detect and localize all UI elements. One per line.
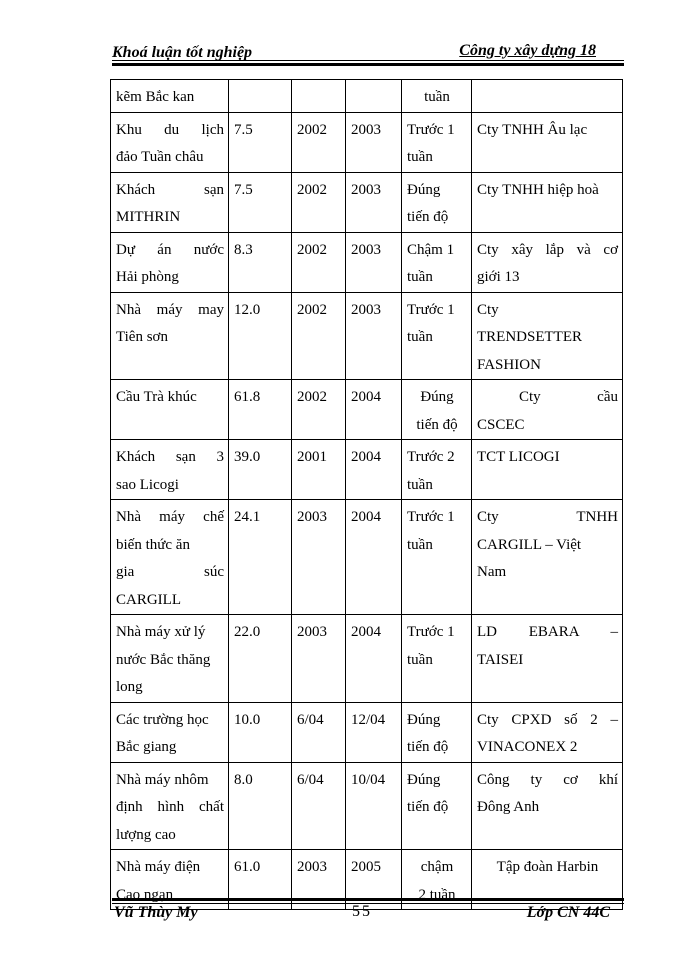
footer-class: Lớp CN 44C	[526, 904, 610, 921]
status-cell: Trước 1 tuần	[402, 615, 472, 703]
status-cell: Trước 1 tuần	[402, 500, 472, 615]
contractor-cell: Cty cầu CSCEC	[472, 380, 623, 440]
project-cell: Nhà máy chế biến thức ăn gia súc CARGILL	[111, 500, 229, 615]
value-cell: 24.1	[229, 500, 292, 615]
contractor-cell: TCT LICOGI	[472, 440, 623, 500]
table-row	[111, 615, 623, 703]
end-cell: 2004	[346, 615, 402, 703]
header-thesis-title: Khoá luận tốt nghiệp	[112, 44, 253, 61]
value-cell: 61.0	[229, 850, 292, 910]
status-cell: Đúng tiến độ	[402, 172, 472, 232]
start-cell: 2003	[292, 615, 346, 703]
header-rule-thick	[112, 63, 624, 66]
start-cell: 2002	[292, 112, 346, 172]
projects-table	[110, 79, 623, 910]
end-cell: 10/04	[346, 762, 402, 850]
project-cell: Nhà máy điện Cao ngạn	[111, 850, 229, 910]
table-row	[111, 762, 623, 850]
value-cell: 10.0	[229, 702, 292, 762]
end-cell: 12/04	[346, 702, 402, 762]
contractor-cell: Cty TNHH CARGILL – Việt Nam	[472, 500, 623, 615]
end-cell: 2003	[346, 172, 402, 232]
value-cell	[229, 80, 292, 113]
contractor-cell: Cty xây lắp và cơ giới 13	[472, 232, 623, 292]
value-cell: 22.0	[229, 615, 292, 703]
value-cell: 12.0	[229, 292, 292, 380]
project-cell: Dự án nước Hải phòng	[111, 232, 229, 292]
start-cell: 2002	[292, 172, 346, 232]
contractor-cell: Cty TRENDSETTER FASHION	[472, 292, 623, 380]
value-cell: 7.5	[229, 112, 292, 172]
table-row	[111, 500, 623, 615]
contractor-cell: Công ty cơ khí Đông Anh	[472, 762, 623, 850]
project-cell: Nhà máy xử lý nước Bắc thăng long	[111, 615, 229, 703]
page-footer	[112, 898, 624, 928]
start-cell: 2002	[292, 232, 346, 292]
end-cell: 2004	[346, 380, 402, 440]
table-row	[111, 292, 623, 380]
table-row	[111, 702, 623, 762]
end-cell: 2003	[346, 112, 402, 172]
status-cell: Đúng tiến độ	[402, 762, 472, 850]
end-cell: 2004	[346, 500, 402, 615]
table-row	[111, 112, 623, 172]
contractor-cell	[472, 80, 623, 113]
contractor-cell: Cty CPXD số 2 – VINACONEX 2	[472, 702, 623, 762]
status-cell: Trước 1 tuần	[402, 112, 472, 172]
start-cell: 6/04	[292, 702, 346, 762]
contractor-cell: Tập đoàn Harbin	[472, 850, 623, 910]
value-cell: 8.0	[229, 762, 292, 850]
project-cell: Khách sạn MITHRIN	[111, 172, 229, 232]
start-cell: 2002	[292, 292, 346, 380]
value-cell: 39.0	[229, 440, 292, 500]
value-cell: 7.5	[229, 172, 292, 232]
contractor-cell: Cty TNHH hiệp hoà	[472, 172, 623, 232]
header-company: Công ty xây dựng 18	[459, 42, 596, 59]
project-cell: Khu du lịch đảo Tuần châu	[111, 112, 229, 172]
table-row	[111, 172, 623, 232]
table-row	[111, 440, 623, 500]
header-rule	[112, 60, 624, 61]
footer-rule-thick	[112, 898, 624, 901]
project-cell: Cầu Trà khúc	[111, 380, 229, 440]
table-row	[111, 232, 623, 292]
status-cell: Trước 1 tuần	[402, 292, 472, 380]
start-cell: 2003	[292, 500, 346, 615]
footer-author: Vũ Thùy My	[114, 904, 198, 921]
project-cell: Khách sạn 3 sao Licogi	[111, 440, 229, 500]
end-cell	[346, 80, 402, 113]
status-cell: tuần	[402, 80, 472, 113]
value-cell: 8.3	[229, 232, 292, 292]
page-number: 55	[352, 903, 372, 920]
project-cell: Nhà máy may Tiên sơn	[111, 292, 229, 380]
status-cell: chậm 2 tuần	[402, 850, 472, 910]
start-cell: 6/04	[292, 762, 346, 850]
page-header	[112, 40, 624, 62]
end-cell: 2003	[346, 232, 402, 292]
status-cell: Đúng tiến độ	[402, 702, 472, 762]
end-cell: 2005	[346, 850, 402, 910]
value-cell: 61.8	[229, 380, 292, 440]
project-cell: Nhà máy nhôm định hình chất lượng cao	[111, 762, 229, 850]
start-cell: 2002	[292, 380, 346, 440]
start-cell: 2003	[292, 850, 346, 910]
table-row	[111, 380, 623, 440]
end-cell: 2003	[346, 292, 402, 380]
contractor-cell: Cty TNHH Âu lạc	[472, 112, 623, 172]
project-cell: kẽm Bắc kan	[111, 80, 229, 113]
table-row	[111, 80, 623, 113]
start-cell	[292, 80, 346, 113]
start-cell: 2001	[292, 440, 346, 500]
status-cell: Chậm 1 tuần	[402, 232, 472, 292]
end-cell: 2004	[346, 440, 402, 500]
contractor-cell: LD EBARA – TAISEI	[472, 615, 623, 703]
status-cell: Đúng tiến độ	[402, 380, 472, 440]
project-cell: Các trường học Bắc giang	[111, 702, 229, 762]
status-cell: Trước 2 tuần	[402, 440, 472, 500]
